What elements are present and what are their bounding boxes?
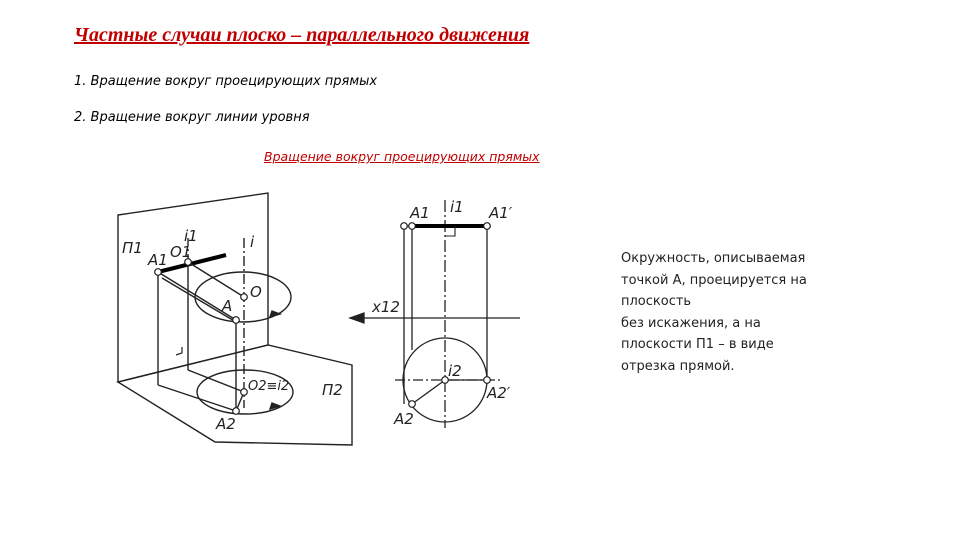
arrow-upper	[270, 311, 280, 317]
right-labels	[371, 198, 513, 428]
point-a2prime	[484, 377, 491, 384]
slide-title: Частные случаи плоско – параллельного движения	[74, 24, 530, 46]
label-i2: i2	[448, 362, 462, 380]
left-labels	[122, 227, 343, 433]
label-a1prime: A1′	[489, 204, 513, 222]
label-p2: П2	[322, 381, 343, 399]
label-a2-right: A2	[394, 410, 414, 428]
right-angle-mark	[176, 347, 182, 355]
radius-a2	[412, 380, 445, 404]
label-i: i	[250, 233, 255, 251]
left-diagram	[118, 193, 352, 445]
point-a1-right-2	[409, 223, 416, 230]
label-x12: x12	[372, 298, 400, 316]
label-o2-i2: O2≡i2	[248, 379, 290, 394]
description-line: Окружность, описываемая	[621, 251, 806, 266]
description-line: плоскость	[621, 294, 692, 309]
plane-p1	[118, 193, 268, 382]
label-o1: O1	[170, 243, 192, 261]
label-p1: П1	[122, 239, 143, 257]
point-a1	[155, 269, 162, 276]
label-i1: i1	[184, 227, 198, 245]
label-a1: A1	[148, 251, 168, 269]
label-a1-right: A1	[410, 204, 430, 222]
label-a2: A2	[216, 415, 236, 433]
point-a2	[233, 408, 240, 415]
point-a1prime	[484, 223, 491, 230]
description-line: отрезка прямой.	[621, 358, 735, 374]
label-o: O	[250, 283, 262, 301]
point-a2-right	[409, 401, 416, 408]
label-a2prime: A2′	[487, 384, 511, 402]
list-item-rotation-projecting-lines: 1. Вращение вокруг проецирующих прямых	[74, 74, 378, 89]
description-line: плоскости П1 – в виде	[621, 337, 774, 352]
point-a	[233, 317, 240, 324]
point-a1-right	[401, 223, 408, 230]
label-a: A	[222, 297, 233, 315]
point-o	[241, 294, 248, 301]
axis-x12-arrow	[350, 313, 364, 323]
segment-a1-o1	[158, 255, 226, 272]
section-subtitle: Вращение вокруг проецирующих прямых	[264, 149, 540, 164]
description-line: без искажения, а на	[621, 315, 761, 331]
point-o2	[241, 389, 248, 396]
label-i1-right: i1	[450, 198, 464, 216]
description-text	[621, 248, 841, 377]
description-line: точкой А, проецируется на	[621, 272, 807, 288]
list-item-rotation-level-line: 2. Вращение вокруг линии уровня	[74, 110, 310, 125]
